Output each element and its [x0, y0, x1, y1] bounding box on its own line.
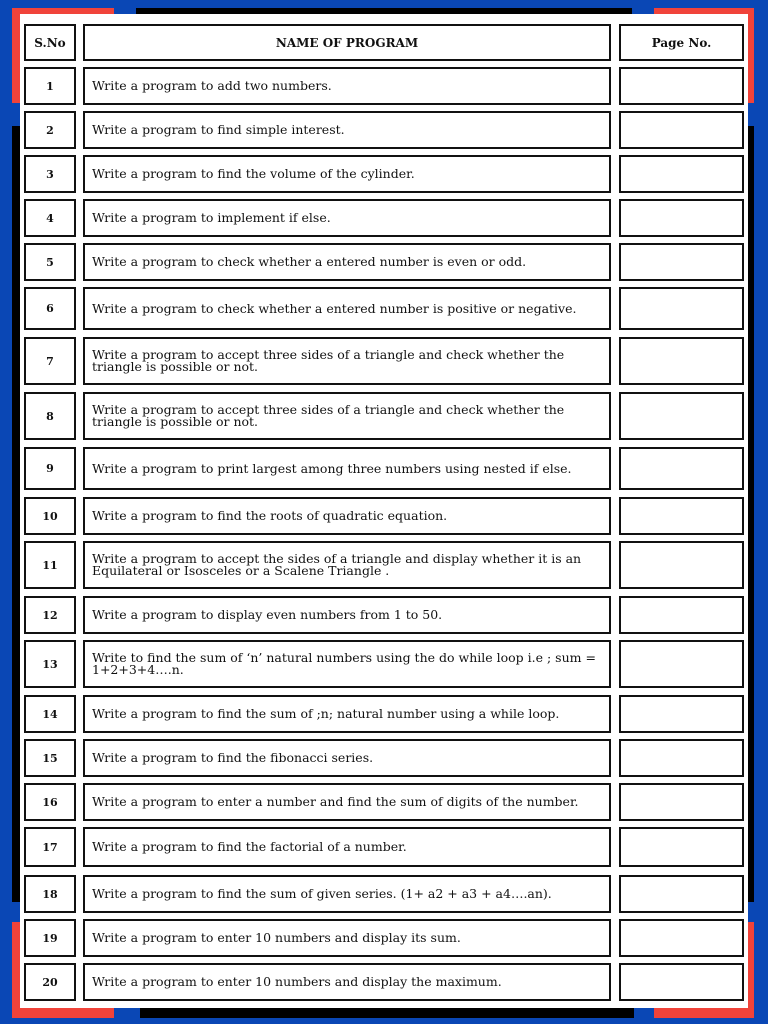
row-page-no	[619, 155, 744, 193]
row-sno: 15	[24, 739, 76, 777]
row-page-no	[619, 392, 744, 440]
program-name-text: Write a program to find simple interest.	[92, 122, 345, 137]
row-program-name	[83, 919, 611, 957]
program-name-text: Write a program to add two numbers.	[92, 78, 332, 93]
row-program-name	[83, 963, 611, 1001]
row-page-no	[619, 827, 744, 867]
program-name-text: Write a program to print largest among three numbers using nested if else.	[92, 460, 572, 476]
row-page-no	[619, 783, 744, 821]
table-header	[20, 24, 748, 61]
row-page-no	[619, 199, 744, 237]
row-program-name	[83, 392, 611, 440]
program-name-text: Write a program to check whether a entered number is positive or negative.	[92, 300, 577, 316]
row-sno: 14	[24, 695, 76, 733]
table-row	[20, 67, 748, 105]
row-program-name	[83, 827, 611, 867]
corner-bottom-right	[654, 1008, 754, 1018]
program-name-text: Write a program to check whether a entered number is even or odd.	[92, 254, 527, 269]
row-sno: 19	[24, 919, 76, 957]
row-page-no	[619, 875, 744, 913]
row-page-no	[619, 596, 744, 634]
row-program-name	[83, 640, 611, 688]
row-program-name	[83, 695, 611, 733]
row-page-no	[619, 337, 744, 385]
table-row	[20, 695, 748, 733]
program-name-text: Write to find the sum of ‘n’ natural numbers using the do while loop i.e ; sum = 1+2+3+4….n.	[92, 650, 596, 677]
row-program-name	[83, 497, 611, 535]
row-page-no	[619, 67, 744, 105]
row-sno: 1	[24, 67, 76, 105]
row-program-name	[83, 541, 611, 589]
row-sno: 8	[24, 392, 76, 440]
program-name-text: Write a program to display even numbers from 1 to 50.	[92, 607, 443, 622]
table-row	[20, 447, 748, 490]
row-page-no	[619, 739, 744, 777]
row-sno: 18	[24, 875, 76, 913]
row-sno: 10	[24, 497, 76, 535]
table-row	[20, 875, 748, 913]
row-sno: 6	[24, 287, 76, 330]
table-row	[20, 919, 748, 957]
table-row	[20, 497, 748, 535]
row-program-name	[83, 199, 611, 237]
table-row	[20, 392, 748, 440]
header-sno: S.No	[24, 24, 76, 61]
row-sno: 3	[24, 155, 76, 193]
program-name-text: Write a program to implement if else.	[92, 210, 331, 225]
table-row	[20, 541, 748, 589]
row-page-no	[619, 541, 744, 589]
row-program-name	[83, 243, 611, 281]
row-program-name	[83, 783, 611, 821]
row-sno: 17	[24, 827, 76, 867]
row-sno: 12	[24, 596, 76, 634]
row-program-name	[83, 447, 611, 490]
index-sheet	[20, 14, 748, 1008]
program-name-text: Write a program to enter 10 numbers and display its sum.	[92, 930, 461, 945]
row-program-name	[83, 739, 611, 777]
row-page-no	[619, 497, 744, 535]
program-name-text: Write a program to find the roots of quadratic equation.	[92, 508, 448, 523]
row-sno: 2	[24, 111, 76, 149]
row-sno: 20	[24, 963, 76, 1001]
table-row	[20, 596, 748, 634]
program-name-text: Write a program to accept three sides of a triangle and check whether the triangle is possible or not.	[92, 402, 565, 429]
program-name-text: Write a program to find the sum of given series. (1+ a2 + a3 + a4….an).	[92, 886, 552, 901]
row-page-no	[619, 447, 744, 490]
row-program-name	[83, 337, 611, 385]
corner-bottom-left	[12, 1008, 114, 1018]
row-page-no	[619, 287, 744, 330]
table-row	[20, 287, 748, 330]
program-name-text: Write a program to enter 10 numbers and display the maximum.	[92, 974, 502, 989]
row-page-no	[619, 243, 744, 281]
table-row	[20, 739, 748, 777]
row-sno: 5	[24, 243, 76, 281]
frame-bar-bottom	[140, 1008, 634, 1018]
row-page-no	[619, 919, 744, 957]
row-sno: 13	[24, 640, 76, 688]
table-row	[20, 111, 748, 149]
program-name-text: Write a program to find the factorial of a number.	[92, 839, 407, 854]
row-page-no	[619, 695, 744, 733]
row-sno: 7	[24, 337, 76, 385]
program-name-text: Write a program to find the fibonacci series.	[92, 750, 374, 765]
program-name-text: Write a program to find the sum of ;n; natural number using a while loop.	[92, 706, 560, 721]
row-program-name	[83, 155, 611, 193]
program-name-text: Write a program to accept three sides of a triangle and check whether the triangle is possible or not.	[92, 347, 565, 374]
program-name-text: Write a program to find the volume of the cylinder.	[92, 166, 415, 181]
row-page-no	[619, 640, 744, 688]
header-page: Page No.	[619, 24, 744, 61]
row-sno: 4	[24, 199, 76, 237]
table-row	[20, 640, 748, 688]
table-row	[20, 783, 748, 821]
row-program-name	[83, 111, 611, 149]
row-program-name	[83, 596, 611, 634]
row-sno: 11	[24, 541, 76, 589]
table-row	[20, 155, 748, 193]
row-sno: 16	[24, 783, 76, 821]
row-page-no	[619, 111, 744, 149]
table-row	[20, 243, 748, 281]
table-row	[20, 199, 748, 237]
program-name-text: Write a program to accept the sides of a triangle and display whether it is an Equilateral or Isosceles or a Scalene Triangle .	[92, 551, 582, 578]
table-row	[20, 827, 748, 867]
row-program-name	[83, 287, 611, 330]
header-name: NAME OF PROGRAM	[83, 24, 611, 61]
table-row	[20, 337, 748, 385]
table-row	[20, 963, 748, 1001]
row-sno: 9	[24, 447, 76, 490]
program-name-text: Write a program to enter a number and find the sum of digits of the number.	[92, 794, 579, 809]
row-program-name	[83, 875, 611, 913]
row-page-no	[619, 963, 744, 1001]
row-program-name	[83, 67, 611, 105]
